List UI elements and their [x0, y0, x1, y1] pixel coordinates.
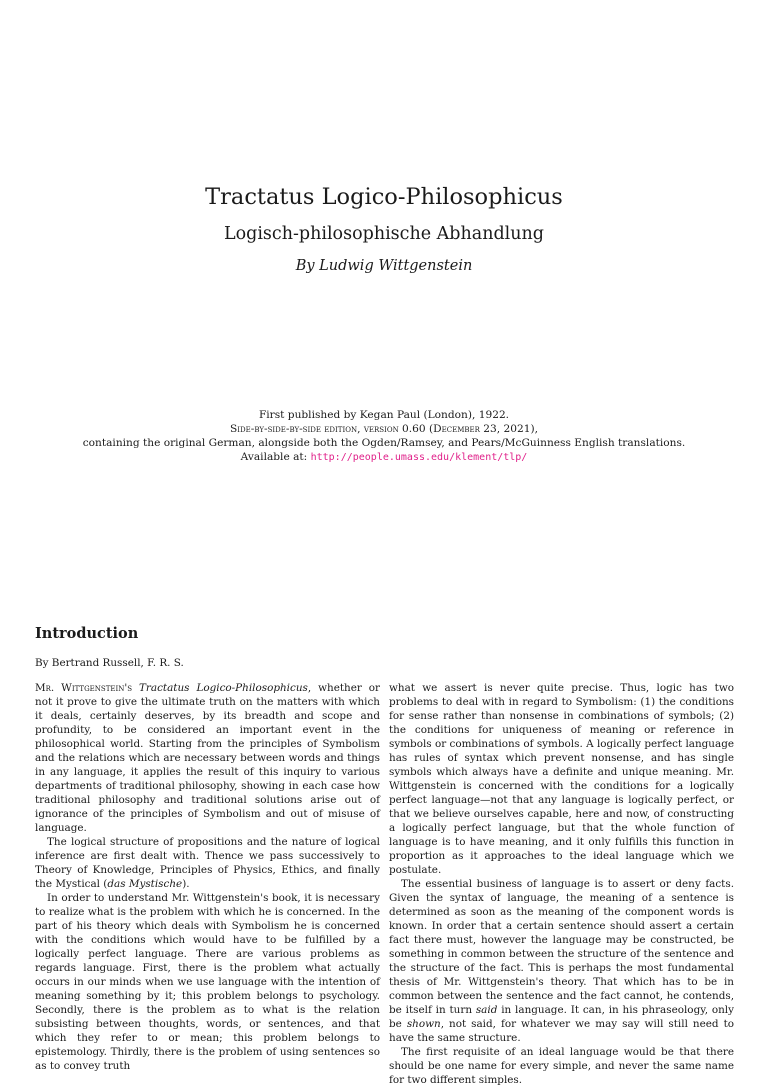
source-url-link[interactable]: http://people.umass.edu/klement/tlp/: [310, 452, 528, 463]
book-title-italic: Tractatus Logico-Philosophicus: [139, 682, 308, 694]
paragraph-text: in language. It can, in his phraseology, only be: [389, 1004, 734, 1030]
first-published-line: First published by Kegan Paul (London), 1922.: [258, 409, 510, 421]
availability-line: [0, 450, 768, 465]
introduction-byline: By Bertrand Russell, F. R. S.: [35, 657, 184, 669]
paragraph-text: The logical structure of propositions and the nature of logical inference are first dealt with. Thence we pass successively to Theory of Knowledge, Principles of Physics, Ethics, and finally the Mystical (: [35, 836, 380, 890]
publication-info: [0, 408, 768, 465]
opening-smallcaps: Mr. Wittgenstein's: [35, 682, 133, 694]
introduction-heading: Introduction: [35, 625, 139, 642]
paragraph: [389, 877, 734, 1045]
italic-term: shown: [406, 1018, 441, 1030]
paragraph: what we assert is never quite precise. Thus, logic has two problems to deal with in regard to Symbolism: (1) the conditions for sense rather than nonsense in combinations of symbols; (2) the conditions for uniqueness of meaning or reference in symbols or combinations of symbols. A logically perfect language has rules of syntax which prevent nonsense, and has single symbols which always have a definite and unique meaning. Mr. Wittgenstein is concerned with the conditions for a logically perfect language—not that any language is logically perfect, or that we believe ourselves capable, here and now, of constructing a logically perfect language, but that the whole function of language is to have meaning, and it only fulfills this function in proportion as it approaches to the ideal language which we postulate.: [389, 682, 734, 876]
paragraph: [35, 681, 380, 835]
paragraph-text: ).: [182, 878, 190, 890]
text-column-left: [35, 681, 380, 1073]
paragraph-text: The essential business of language is to assert or deny facts. Given the syntax of language, the meaning of a sentence is determined as soon as the meaning of the component words is known. In order that a certain sentence should assert a certain fact there must, however the language may be constructed, be something in common between the structure of the sentence and the structure of the fact. This is perhaps the most fundamental thesis of Mr. Wittgenstein's theory. That which has to be in common between the sentence and the fact cannot, he contends, be itself in turn: [389, 878, 734, 1016]
paragraph: In order to understand Mr. Wittgenstein's book, it is necessary to realize what is the problem with which he is concerned. In the part of his theory which deals with Symbolism he is concerned with the conditions which would have to be fulfilled by a logically perfect language. There are various problems as regards language. First, there is the problem what actually occurs in our minds when we use language with the intention of meaning something by it; this problem belongs to psychology. Secondly, there is the problem as to what is the relation subsisting between thoughts, words, or sentences, and that which they refer to or mean; this problem belongs to epistemology. Thirdly, there is the problem of using sentences so as to convey truth: [35, 892, 380, 1072]
paragraph-text: , whether or not it prove to give the ultimate truth on the matters with which it deals, certainly deserves, by its breadth and scope and profundity, to be considered an important event in the philosophical world. Starting from the principles of Symbolism and the relations which are necessary between words and things in any language, it applies the result of this inquiry to various departments of traditional philosophy, showing in each case how traditional philosophy and traditional solutions arise out of ignorance of the principles of Symbolism and out of misuse of language.: [35, 682, 381, 834]
italic-term: said: [475, 1004, 498, 1016]
document-author: By Ludwig Wittgenstein: [295, 258, 473, 274]
paragraph: [35, 835, 380, 891]
edition-line: Side-by-side-by-side edition, version 0.60 (December 23, 2021),: [230, 423, 538, 435]
document-subtitle: Logisch-philosophische Abhandlung: [223, 224, 545, 244]
paragraph: The first requisite of an ideal language would be that there should be one name for every simple, and never the same name for two different simples.: [389, 1046, 734, 1086]
available-label: Available at:: [240, 451, 308, 463]
text-column-right: [389, 681, 734, 1087]
contents-line: containing the original German, alongside both the Ogden/Ramsey, and Pears/McGuinness English translations.: [82, 437, 686, 449]
document-title: Tractatus Logico-Philosophicus: [205, 184, 563, 210]
paragraph-text: , not said, for whatever we may say will still need to have the same structure.: [389, 1018, 735, 1044]
italic-term: das Mystische: [107, 878, 183, 890]
title-block: [0, 182, 768, 276]
